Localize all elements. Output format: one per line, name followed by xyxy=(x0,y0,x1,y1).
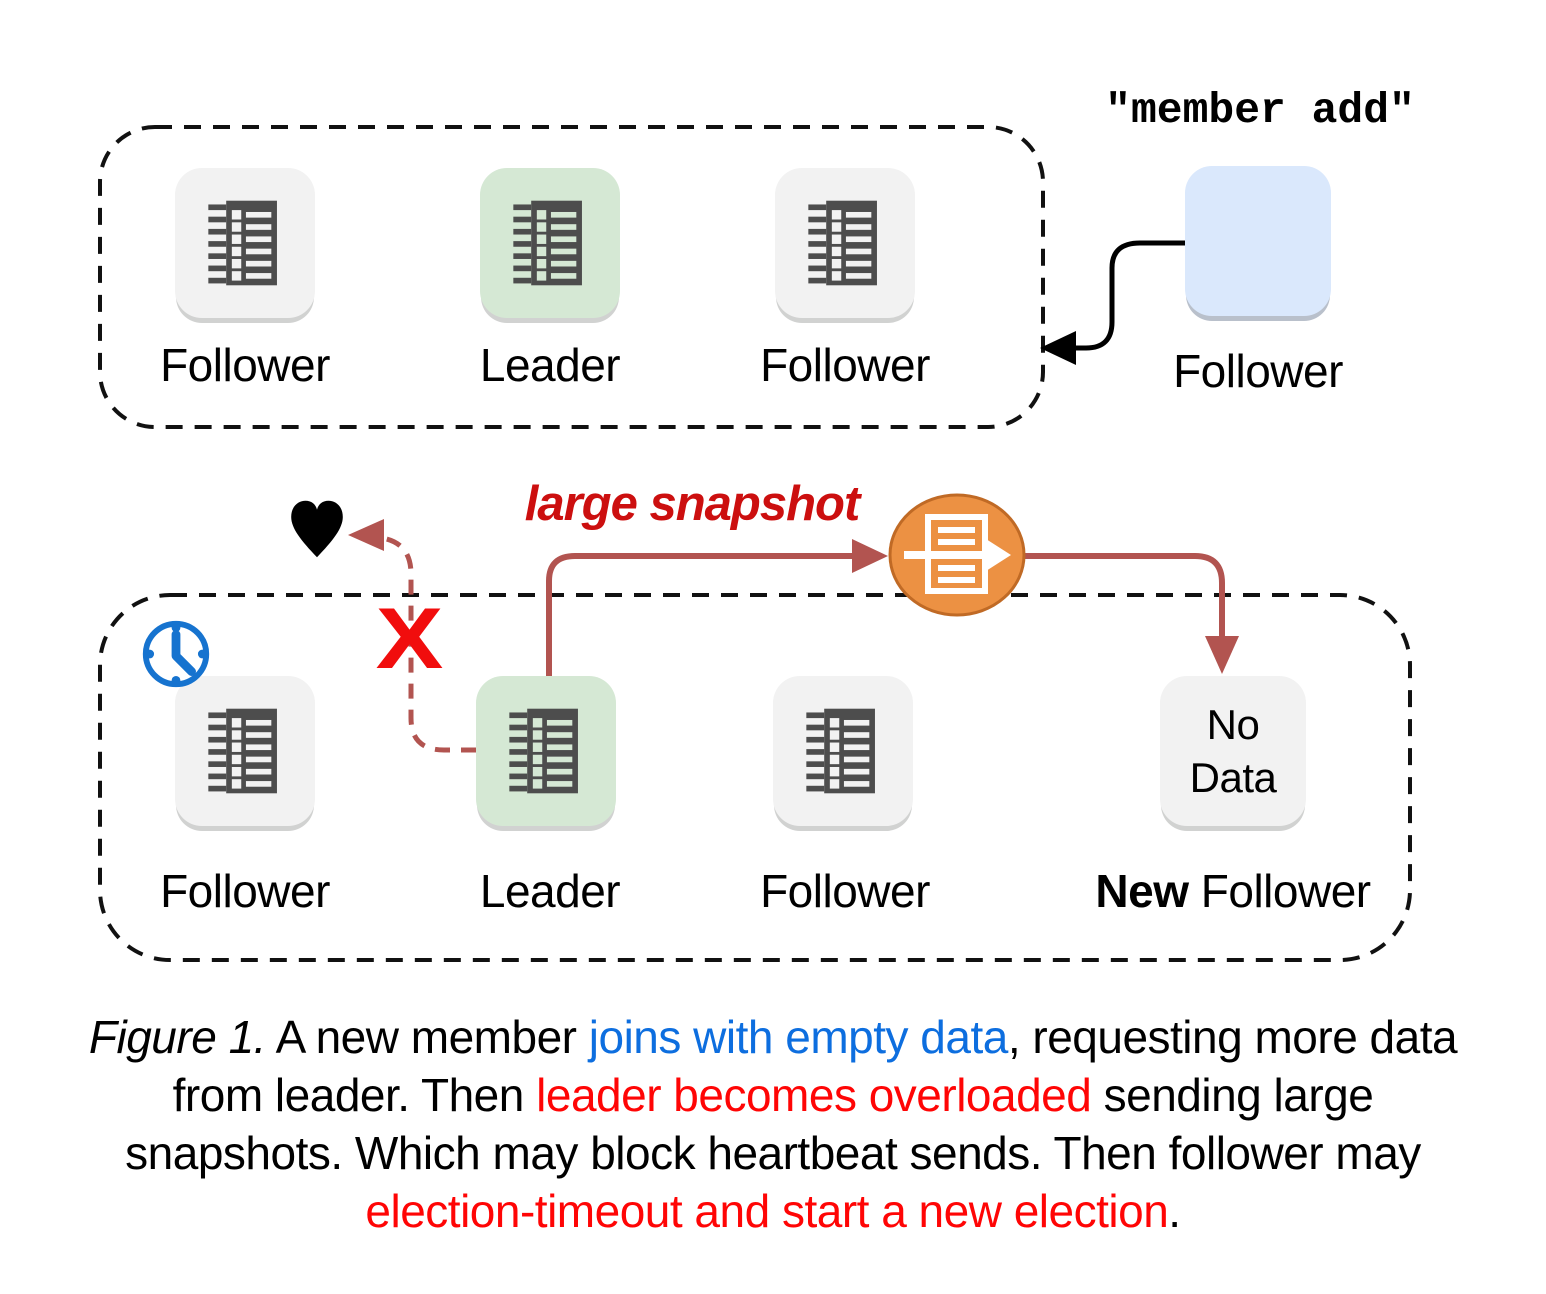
nodata-line1: No xyxy=(1206,701,1260,748)
caption-text: from leader. Then xyxy=(172,1069,537,1121)
caption-line-3 xyxy=(0,1124,1546,1182)
new-follower-label xyxy=(1073,864,1393,918)
log-icon xyxy=(798,191,892,295)
new-follower-nodata-box xyxy=(1160,676,1306,826)
caption-text-red: election-timeout and start a new election xyxy=(365,1185,1169,1237)
caption-text: , requesting more data xyxy=(1007,1011,1458,1063)
caption-text: sending large xyxy=(1091,1069,1374,1121)
caption-line-1 xyxy=(0,1008,1546,1066)
heartbeat-heart-icon xyxy=(287,490,347,568)
new-member-node xyxy=(1185,166,1331,316)
snapshot-flow-arrow-right xyxy=(1024,556,1239,674)
x-mark: X xyxy=(375,591,444,687)
top-follower-2-node xyxy=(775,168,915,318)
new-member-label: Follower xyxy=(1173,345,1343,397)
bottom-follower-2-node xyxy=(773,676,913,826)
new-follower-label-rest: Follower xyxy=(1188,865,1371,917)
caption-figure-number: Figure 1. xyxy=(88,1011,266,1063)
log-icon xyxy=(198,191,292,295)
bottom-follower-1-node xyxy=(175,676,315,826)
top-leader-label: Leader xyxy=(479,339,621,391)
nodata-line2: Data xyxy=(1189,754,1277,801)
bottom-leader-node xyxy=(476,676,616,826)
top-follower-1-node xyxy=(175,168,315,318)
log-icon xyxy=(503,191,597,295)
bottom-follower-1-label: Follower xyxy=(160,865,330,917)
election-timeout-clock-icon xyxy=(137,615,215,693)
top-follower-1-label: Follower xyxy=(160,339,330,391)
caption-line-4 xyxy=(0,1182,1546,1240)
log-icon xyxy=(796,699,890,803)
caption-text: snapshots. Which may block heartbeat sends. Then follower may xyxy=(125,1127,1421,1179)
top-leader-node xyxy=(480,168,620,318)
figure-caption xyxy=(0,1008,1546,1240)
caption-line-2 xyxy=(0,1066,1546,1124)
bottom-leader-label: Leader xyxy=(479,865,621,917)
caption-text-blue: joins with empty data xyxy=(588,1011,1008,1063)
caption-text: A new member xyxy=(265,1011,589,1063)
bottom-follower-2-label: Follower xyxy=(760,865,930,917)
caption-text-red: leader becomes overloaded xyxy=(536,1069,1092,1121)
log-icon xyxy=(499,699,593,803)
snapshot-flow-arrow-left xyxy=(549,539,888,676)
new-follower-label-bold: New xyxy=(1095,865,1189,917)
large-snapshot-label: large snapshot xyxy=(524,477,860,531)
snapshot-transfer-icon xyxy=(887,492,1027,618)
member-add-command: "member add" xyxy=(1105,86,1415,135)
top-follower-2-label: Follower xyxy=(760,339,930,391)
log-icon xyxy=(198,699,292,803)
caption-text: . xyxy=(1168,1185,1181,1237)
